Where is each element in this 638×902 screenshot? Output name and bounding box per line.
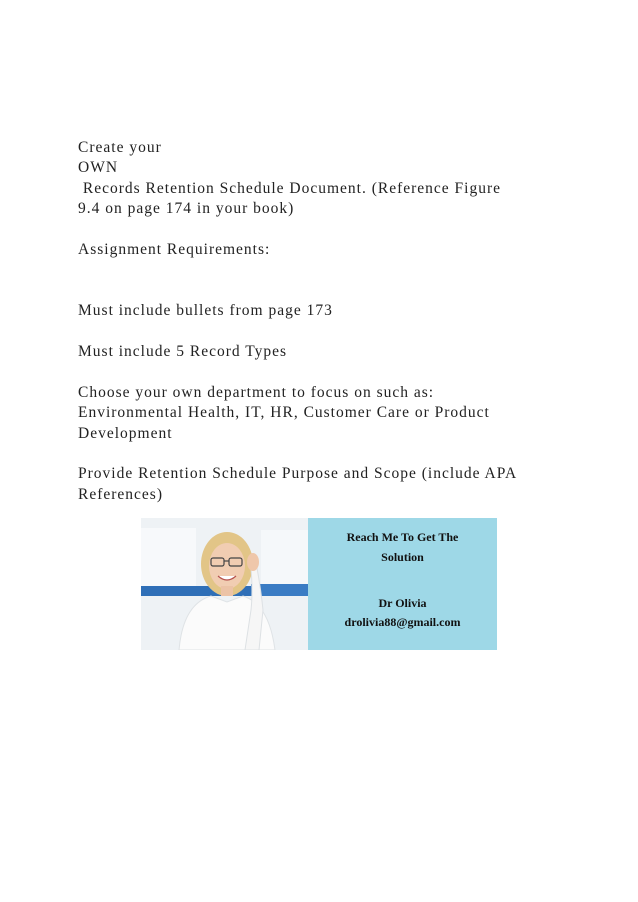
text-line: OWN: [78, 159, 119, 176]
requirement-line: Choose your own department to focus on such as:: [78, 384, 435, 401]
contact-panel: [308, 518, 497, 650]
headline-line-1: Reach Me To Get The: [346, 530, 459, 544]
text-line: Records Retention Schedule Document. (Reference Figure: [78, 180, 502, 197]
contact-email[interactable]: drolivia88@gmail.com: [344, 615, 461, 629]
text-line: Create your: [78, 139, 162, 156]
contact-name: Dr Olivia: [378, 596, 427, 610]
text-line: 9.4 on page 174 in your book): [78, 200, 295, 217]
requirement-line: Must include 5 Record Types: [78, 343, 288, 360]
requirement-line: Must include bullets from page 173: [78, 302, 333, 319]
woman-portrait-illustration: [141, 518, 308, 650]
headline-line-2: Solution: [381, 550, 424, 564]
contact-banner: [141, 518, 497, 650]
requirement-line: Development: [78, 425, 173, 442]
requirement-line: References): [78, 486, 164, 503]
portrait-photo: [141, 518, 308, 650]
requirement-line: Environmental Health, IT, HR, Customer Care or Product: [78, 404, 490, 421]
section-heading: Assignment Requirements:: [78, 241, 271, 258]
requirement-line: Provide Retention Schedule Purpose and Scope (include APA: [78, 465, 518, 482]
